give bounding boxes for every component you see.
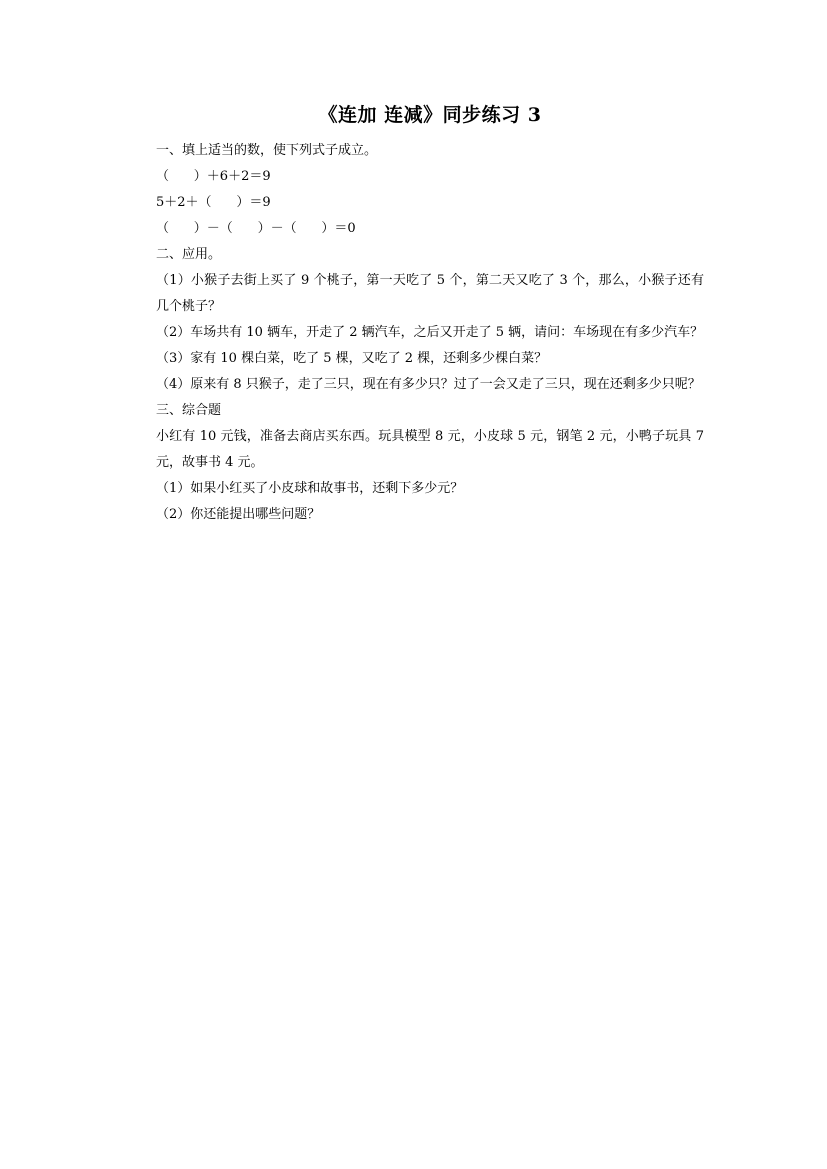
question-item: （2）车场共有 10 辆车，开走了 2 辆汽车，之后又开走了 5 辆，请问：车场现在有多少汽车？ (156, 325, 704, 340)
section-fill-in (156, 138, 704, 242)
problem-intro: 小红有 10 元钱，准备去商店买东西。玩具模型 8 元，小皮球 5 元，钢笔 2 元，小鸭子玩具 7 元，故事书 4 元。 (156, 429, 709, 470)
section-heading: 一、填上适当的数，使下列式子成立。 (156, 143, 378, 158)
section-heading: 二、应用。 (156, 247, 222, 262)
section-comprehensive (156, 398, 709, 528)
page-title: 《连加 连减》同步练习 3 (318, 104, 542, 126)
document-body (156, 100, 709, 528)
question-item: （3）家有 10 棵白菜，吃了 5 棵，又吃了 2 棵，还剩多少棵白菜？ (156, 351, 548, 366)
equation-item: （ ）＋6＋2＝9 (156, 169, 271, 184)
question-item: （4）原来有 8 只猴子，走了三只，现在有多少只？过了一会又走了三只，现在还剩多少只呢？ (156, 377, 701, 392)
equation-item: 5＋2＋（ ）＝9 (156, 195, 271, 210)
question-item: （1）小猴子去街上买了 9 个桃子，第一天吃了 5 个，第二天又吃了 3 个，那么，小猴子还有几个桃子？ (156, 273, 704, 314)
section-heading: 三、综合题 (156, 403, 222, 418)
question-item: （2）你还能提出哪些问题？ (156, 507, 321, 522)
section-application (156, 242, 704, 398)
question-item: （1）如果小红买了小皮球和故事书，还剩下多少元？ (156, 481, 464, 496)
equation-item: （ ）－（ ）－（ ）＝0 (156, 221, 356, 236)
